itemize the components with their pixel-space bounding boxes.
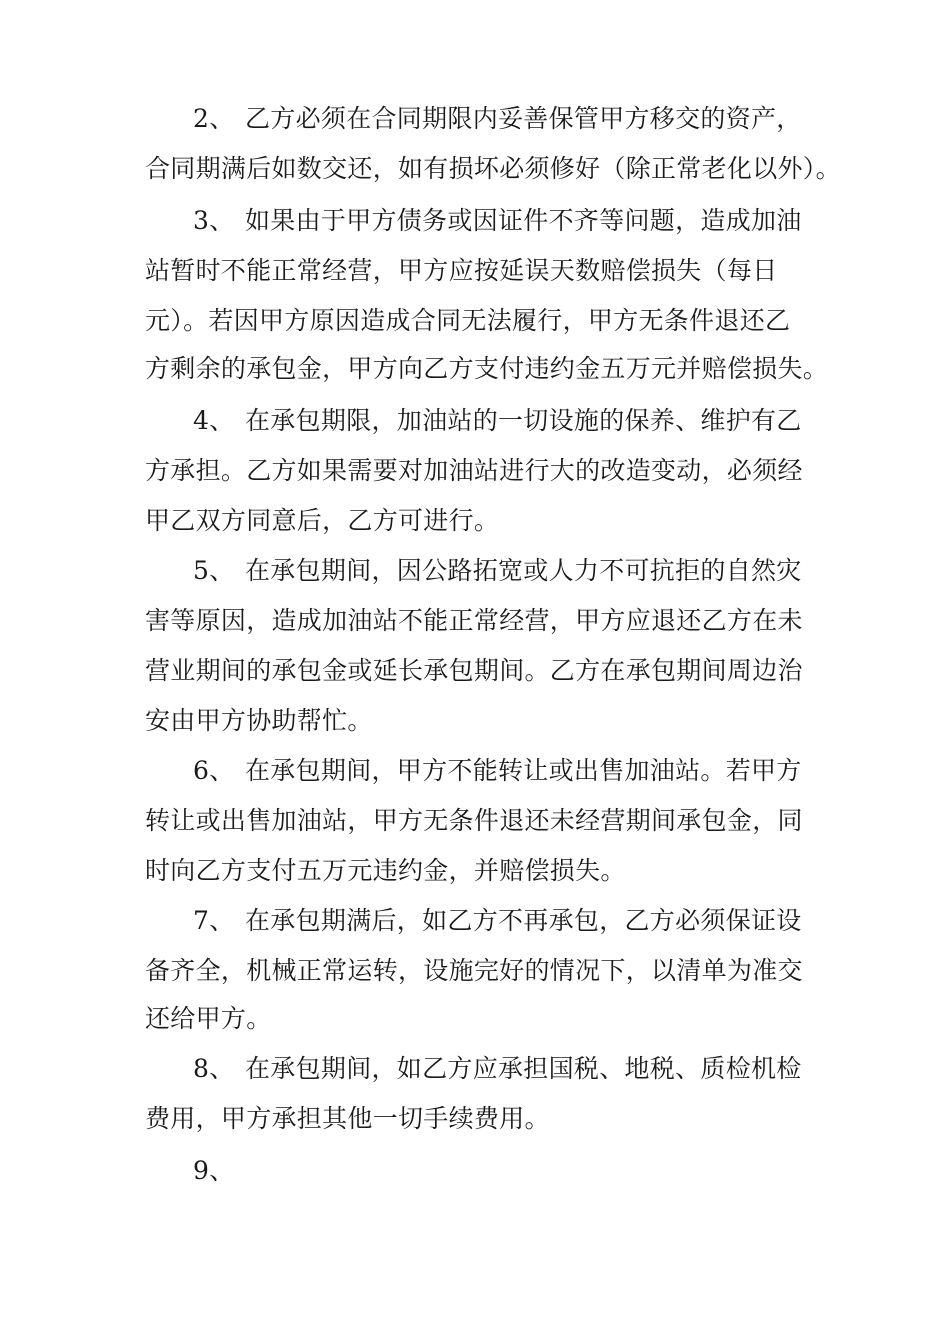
paragraph-6-number: 6、	[193, 756, 235, 785]
paragraph-2-line-2: 合同期满后如数交还，如有损坏必须修好（除正常老化以外）。	[145, 154, 841, 183]
paragraph-3-line-2: 站暂时不能正常经营，甲方应按延误天数赔偿损失（每日	[145, 256, 778, 285]
paragraph-3-line-3: 元）。若因甲方原因造成合同无法履行，甲方无条件退还乙	[145, 306, 791, 335]
paragraph-5-line-1: 在承包期间，因公路拓宽或人力不可抗拒的自然灾	[245, 556, 802, 585]
paragraph-5-line-4: 安由甲方协助帮忙。	[145, 706, 373, 735]
paragraph-9-first-line	[193, 1158, 245, 1183]
paragraph-2-line-1: 乙方必须在合同期限内妥善保管甲方移交的资产，	[245, 104, 802, 133]
paragraph-6-line-2: 转让或出售加油站，甲方无条件退还未经营期间承包金，同	[145, 806, 803, 835]
paragraph-4-line-3: 甲乙双方同意后，乙方可进行。	[145, 506, 500, 535]
paragraph-8-line-2: 费用，甲方承担其他一切手续费用。	[145, 1104, 550, 1133]
paragraph-4-line-2: 方承担。乙方如果需要对加油站进行大的改造变动，必须经	[145, 456, 803, 485]
paragraph-7-number: 7、	[193, 906, 235, 935]
paragraph-5-line-3: 营业期间的承包金或延长承包期间。乙方在承包期间周边治	[145, 656, 803, 685]
paragraph-2-first-line	[193, 106, 802, 131]
paragraph-7-line-1: 在承包期满后，如乙方不再承包，乙方必须保证设	[245, 906, 802, 935]
paragraph-2-number: 2、	[193, 104, 235, 133]
paragraph-9-number: 9、	[193, 1156, 235, 1185]
paragraph-7-line-3: 还给甲方。	[145, 1004, 272, 1033]
paragraph-5-line-2: 害等原因，造成加油站不能正常经营，甲方应退还乙方在未	[145, 606, 803, 635]
paragraph-4-line-1: 在承包期限，加油站的一切设施的保养、维护有乙	[245, 406, 802, 435]
paragraph-7-first-line	[193, 908, 802, 933]
paragraph-7-line-2: 备齐全，机械正常运转，设施完好的情况下，以清单为准交	[145, 956, 803, 985]
paragraph-6-line-3: 时向乙方支付五万元违约金，并赔偿损失。	[145, 856, 626, 885]
paragraph-3-line-1: 如果由于甲方债务或因证件不齐等问题，造成加油	[245, 206, 802, 235]
paragraph-8-first-line	[193, 1056, 802, 1081]
paragraph-3-first-line	[193, 208, 802, 233]
paragraph-4-first-line	[193, 408, 802, 433]
paragraph-6-line-1: 在承包期间，甲方不能转让或出售加油站。若甲方	[245, 756, 802, 785]
paragraph-3-line-4: 方剩余的承包金，甲方向乙方支付违约金五万元并赔偿损失。	[145, 354, 829, 383]
paragraph-8-number: 8、	[193, 1054, 235, 1083]
paragraph-3-number: 3、	[193, 206, 235, 235]
paragraph-4-number: 4、	[193, 406, 235, 435]
paragraph-6-first-line	[193, 758, 802, 783]
paragraph-8-line-1: 在承包期间，如乙方应承担国税、地税、质检机检	[245, 1054, 802, 1083]
paragraph-5-first-line	[193, 558, 802, 583]
paragraph-5-number: 5、	[193, 556, 235, 585]
